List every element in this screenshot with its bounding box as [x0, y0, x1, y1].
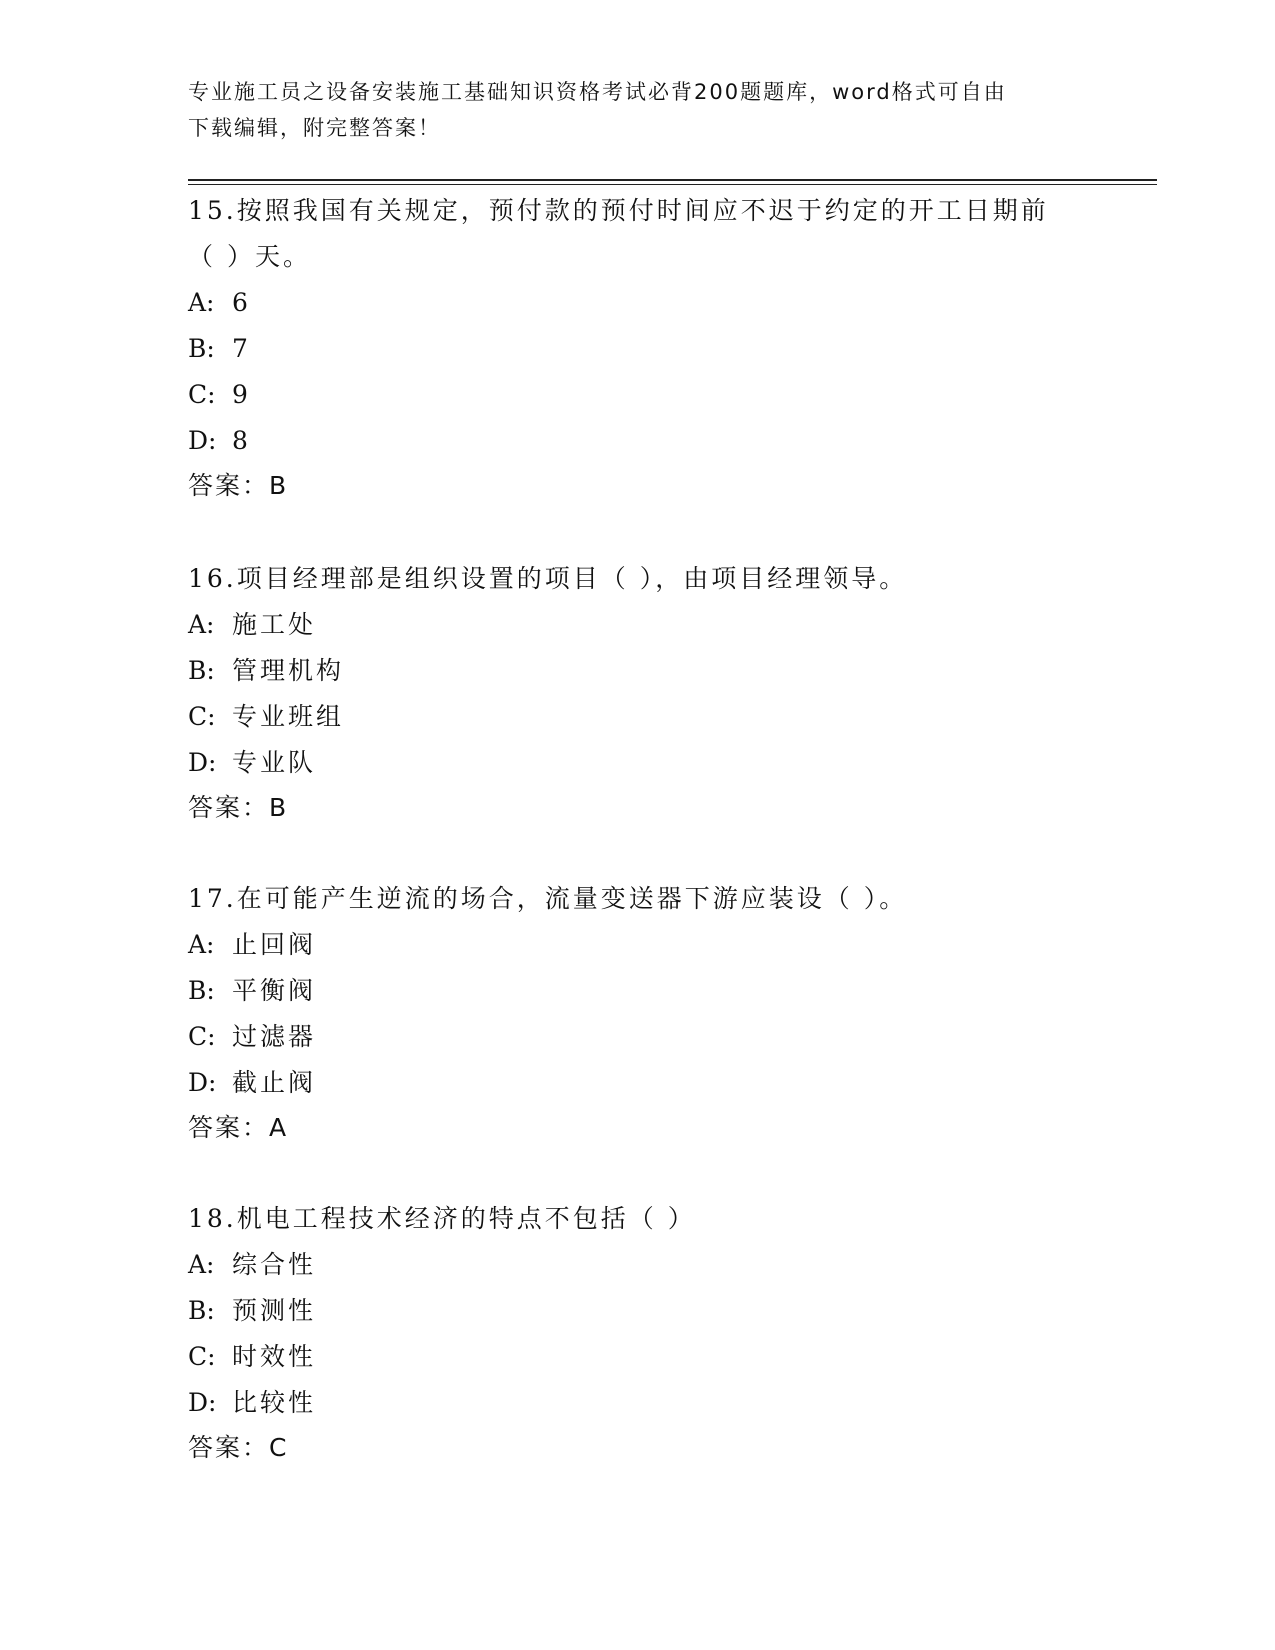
option-key: A: — [188, 288, 215, 317]
option-c — [188, 1334, 1088, 1380]
answer-line: 答案：C — [188, 1433, 289, 1462]
option-key: D: — [188, 1388, 217, 1417]
question-18 — [188, 1196, 1088, 1470]
question-stem: 16.项目经理部是组织设置的项目（ ），由项目经理领导。 — [188, 564, 908, 593]
option-key: C: — [188, 1022, 216, 1051]
option-c — [188, 1014, 1088, 1060]
option-text: 平衡阀 — [232, 976, 317, 1005]
question-stem-continued: （ ）天。 — [188, 242, 311, 271]
question-17 — [188, 876, 1088, 1150]
option-text: 管理机构 — [232, 656, 345, 685]
option-d — [188, 418, 1088, 464]
option-a — [188, 280, 1088, 326]
option-text: 截止阀 — [232, 1068, 317, 1097]
question-stem: 18.机电工程技术经济的特点不包括（ ） — [188, 1204, 696, 1233]
option-text: 止回阀 — [232, 930, 317, 959]
option-text: 8 — [232, 426, 251, 455]
option-text: 专业队 — [232, 748, 317, 777]
option-text: 过滤器 — [232, 1022, 317, 1051]
option-a — [188, 922, 1088, 968]
option-b — [188, 326, 1088, 372]
option-d — [188, 1060, 1088, 1106]
option-text: 施工处 — [232, 610, 317, 639]
option-key: B: — [188, 976, 215, 1005]
option-a — [188, 1242, 1088, 1288]
question-stem: 15.按照我国有关规定，预付款的预付时间应不迟于约定的开工日期前 — [188, 196, 1049, 225]
document-header — [188, 74, 1088, 146]
question-stem: 17.在可能产生逆流的场合，流量变送器下游应装设（ ）。 — [188, 884, 908, 913]
option-b — [188, 1288, 1088, 1334]
header-line-1: 专业施工员之设备安装施工基础知识资格考试必背200题题库，word格式可自由 — [188, 80, 1007, 104]
option-a — [188, 602, 1088, 648]
option-c — [188, 694, 1088, 740]
question-15 — [188, 188, 1088, 508]
option-text: 综合性 — [232, 1250, 317, 1279]
answer-line: 答案：B — [188, 793, 289, 822]
option-b — [188, 968, 1088, 1014]
option-key: D: — [188, 426, 217, 455]
answer-line: 答案：A — [188, 1113, 289, 1142]
option-key: D: — [188, 1068, 217, 1097]
header-line-2: 下载编辑，附完整答案！ — [188, 116, 441, 140]
option-text: 预测性 — [232, 1296, 317, 1325]
option-d — [188, 740, 1088, 786]
option-text: 6 — [232, 288, 251, 317]
option-key: B: — [188, 334, 215, 363]
option-text: 比较性 — [232, 1388, 317, 1417]
option-key: C: — [188, 702, 216, 731]
answer-line: 答案：B — [188, 471, 289, 500]
option-key: C: — [188, 1342, 216, 1371]
option-b — [188, 648, 1088, 694]
option-text: 时效性 — [232, 1342, 317, 1371]
header-divider — [188, 179, 1157, 185]
option-key: B: — [188, 656, 215, 685]
option-key: B: — [188, 1296, 215, 1325]
option-text: 7 — [232, 334, 251, 363]
option-key: C: — [188, 380, 216, 409]
option-d — [188, 1380, 1088, 1426]
option-key: A: — [188, 1250, 215, 1279]
option-text: 专业班组 — [232, 702, 345, 731]
option-text: 9 — [232, 380, 251, 409]
option-key: A: — [188, 930, 215, 959]
question-16 — [188, 556, 1088, 830]
option-c — [188, 372, 1088, 418]
option-key: A: — [188, 610, 215, 639]
option-key: D: — [188, 748, 217, 777]
